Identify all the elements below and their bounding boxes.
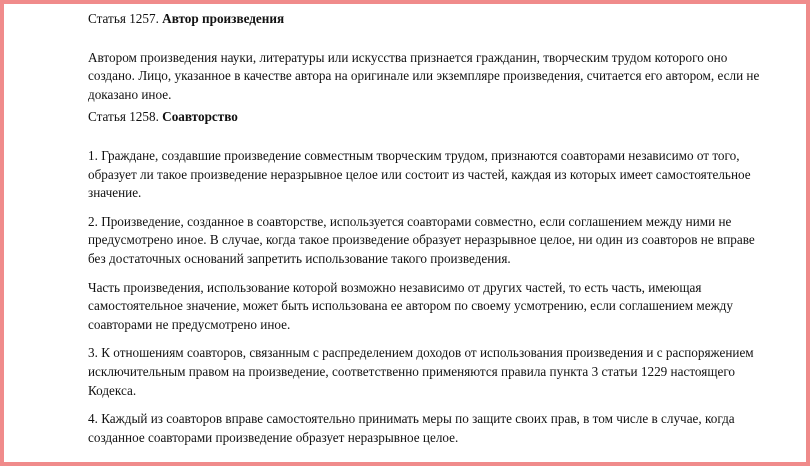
article-1257-paragraph-1: Автором произведения науки, литературы или искусства признается гражданин, творческим трудом которого оно создано. Лицо, указанное в качестве автора на оригинале или экземпляре произведения, считается его автором, если не доказано иное. xyxy=(88,49,760,102)
article-1258-number: Статья 1258. xyxy=(88,109,163,125)
article-1258-paragraph-3: Часть произведения, использование которой возможно независимо от других частей, то есть часть, имеющая самостоятельное значение, может быть использована ее автором по своему усмотрению, если соглашением между соавторами не предусмотрено иное. xyxy=(88,279,733,332)
article-1258-heading xyxy=(88,108,768,127)
article-1257-number: Статья 1257. xyxy=(88,11,163,26)
article-1257-heading xyxy=(88,10,768,29)
article-1258-paragraph-2: 2. Произведение, созданное в соавторстве, используется соавторами совместно, если соглашением между ними не предусмотрено иное. В случае, когда такое произведение образует неразрывное целое, ни один из соавторов не вправе без достаточных оснований запретить использование такого произведения. xyxy=(88,213,755,266)
article-1258-title: Соавторство xyxy=(162,109,238,125)
article-1257-title: Автор произведения xyxy=(162,11,285,26)
article-1258-paragraph-5: 4. Каждый из соавторов вправе самостоятельно принимать меры по защите своих прав, в том числе в случае, когда созданное соавторами произведение образует неразрывное целое. xyxy=(88,411,735,445)
article-1258-paragraph-1: 1. Граждане, создавшие произведение совместным творческим трудом, признаются соавторами независимо от того, образует ли такое произведение неразрывное целое или состоит из частей, каждая из которых имеет самостоятельное значение. xyxy=(88,147,751,201)
article-1258-paragraph-4: 3. К отношениям соавторов, связанным с распределением доходов от использования произведения и с распоряжением исключительным правом на произведение, соответственно применяются правила пункта 3 статьи 1229 настоящего Кодекса. xyxy=(88,345,754,398)
document-body xyxy=(88,10,768,447)
